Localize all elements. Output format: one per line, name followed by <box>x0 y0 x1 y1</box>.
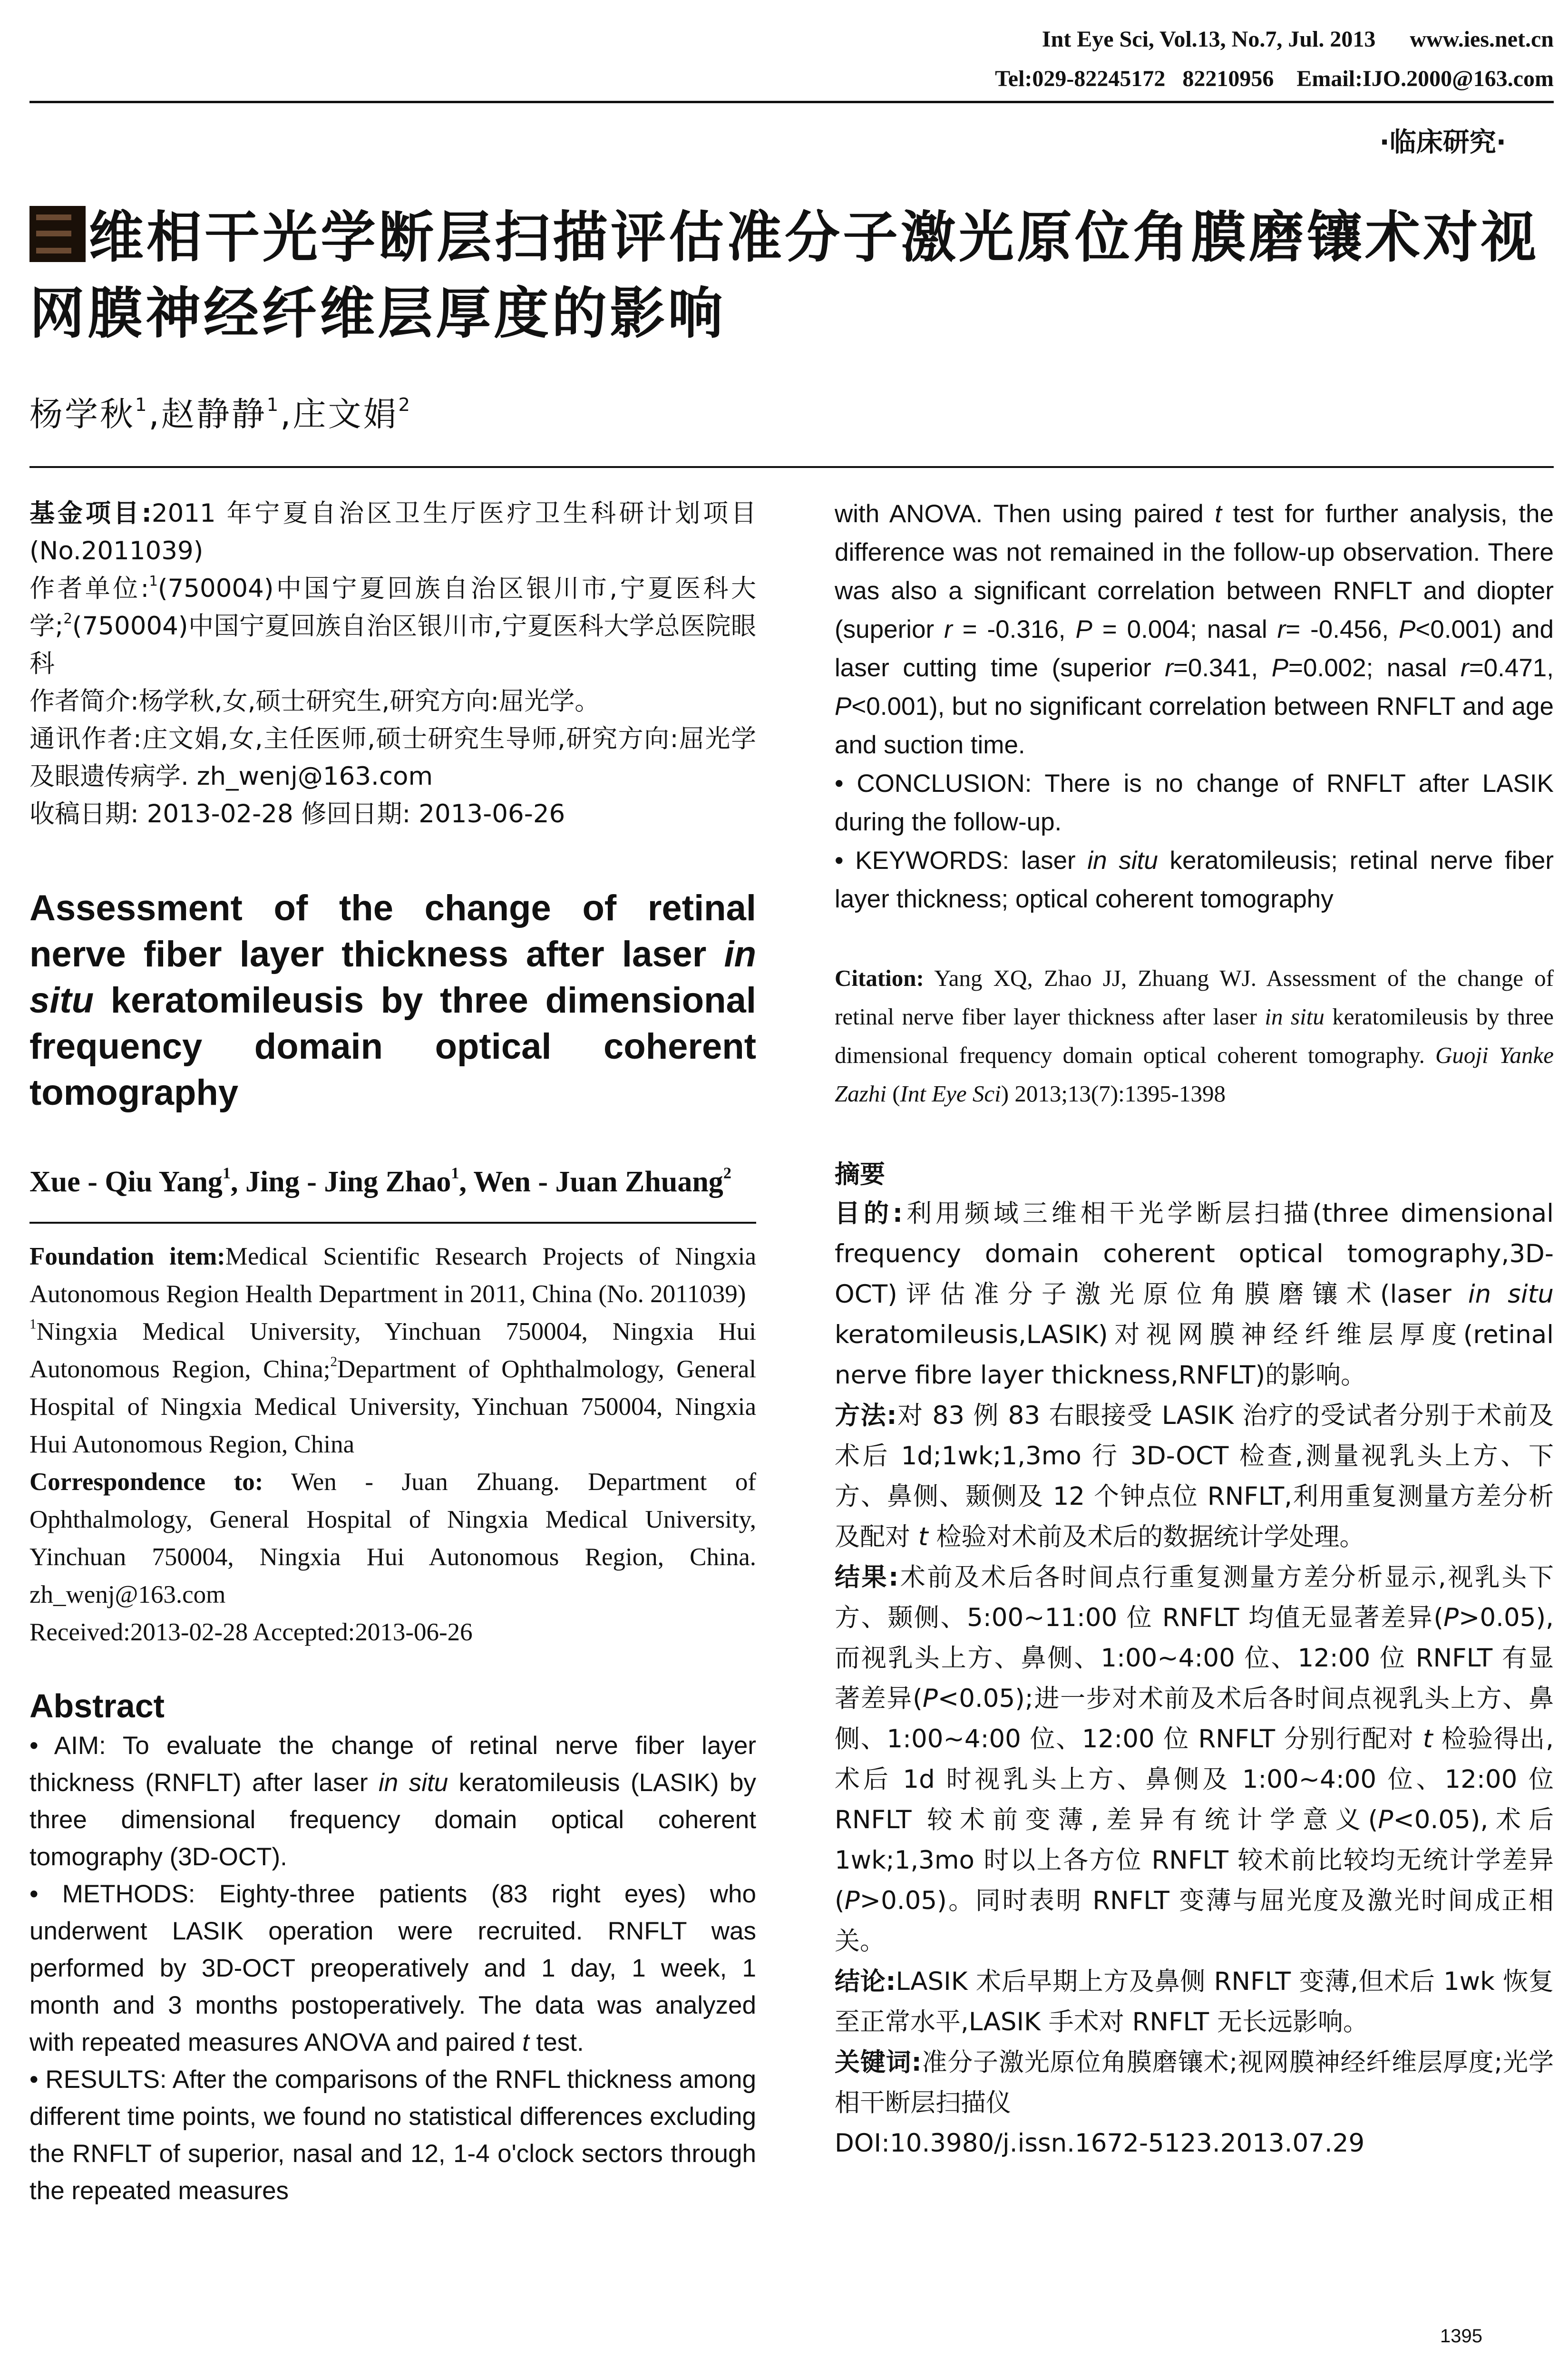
info-en-item <box>29 1313 756 1463</box>
page-number: 1395 <box>1440 2326 1482 2347</box>
italic-text: in situ <box>379 1769 448 1797</box>
zh-aim <box>835 1193 1554 1395</box>
affiliation-marker: 1 <box>222 1164 231 1182</box>
affiliation-marker: 1 <box>266 394 281 416</box>
text-run: 杨学秋 <box>29 395 135 434</box>
text-run: 通讯作者:庄文娟,女,主任医师,硕士研究生导师,研究方向:屈光学及眼遗传病学. zh_wenj@163.com <box>29 724 756 791</box>
article-title-zh <box>29 200 1556 352</box>
info-en-item <box>29 1614 756 1651</box>
info-zh <box>29 495 756 833</box>
italic-text: P <box>1075 615 1092 643</box>
authors-zh <box>29 388 412 436</box>
abstract-heading: Abstract <box>29 1687 165 1724</box>
italic-text: P <box>922 1684 938 1713</box>
affiliation-marker: 2 <box>63 610 72 627</box>
abstract-keywords <box>835 841 1554 918</box>
italic-text: Guoji Yanke Zazhi <box>835 1042 1554 1107</box>
info-zh-item <box>29 570 756 682</box>
authors-rule <box>29 1222 756 1224</box>
text-run: ,庄文娟 <box>280 395 399 434</box>
text-run: keratomileusis by three dimensional frequency domain optical coherent tomography. <box>835 1003 1554 1068</box>
abstract-conclusion <box>835 764 1554 841</box>
italic-text: in situ <box>29 934 756 1021</box>
title-rule <box>29 466 1554 468</box>
text-run: keratomileusis,LASIK)对视网膜神经纤维层厚度(retinal nerve fibre layer thickness,RNFLT)的影响。 <box>835 1320 1554 1390</box>
abstract-results-cont <box>835 495 1554 764</box>
right-column <box>835 495 1554 2163</box>
affiliation-marker: 1 <box>149 573 158 589</box>
italic-text: t <box>1215 500 1222 528</box>
zh-conclusion <box>835 1961 1554 2042</box>
italic-text: P <box>1399 615 1416 643</box>
abstract-results <box>29 2061 756 2210</box>
authors-en <box>29 1161 756 1203</box>
abstract-aim <box>29 1727 756 1876</box>
text-run: <0.001) and laser cutting time (superior <box>835 615 1554 682</box>
label-text: Correspondence to: <box>29 1468 263 1496</box>
title-initial-glyph <box>29 206 86 262</box>
text-run: >0.05),而视乳头上方、鼻侧、1:00~4:00 位、12:00 位 RNFLT 有显著差异( <box>835 1603 1554 1713</box>
journal-info: Int Eye Sci, Vol.13, No.7, Jul. 2013 www.ies.net.cn <box>1042 27 1554 52</box>
text-run: <0.05);进一步对术前及术后各时间点视乳头上方、鼻侧、1:00~4:00 位、12:00 位 RNFLT 分别行配对 <box>835 1684 1554 1754</box>
italic-text: P <box>1443 1603 1459 1632</box>
text-run: , Wen - Juan Zhuang <box>459 1166 723 1198</box>
text-run: keratomileusis by three dimensional frequency domain optical coherent tomography <box>29 980 756 1113</box>
text-run: 收稿日期: 2013-02-28 修回日期: 2013-06-26 <box>29 799 565 828</box>
zh-keywords <box>835 2042 1554 2123</box>
left-column <box>29 495 756 2210</box>
text-run: ( <box>886 1081 900 1107</box>
text-run: =0.471, <box>1469 654 1554 682</box>
text-run: • KEYWORDS: laser <box>835 847 1088 875</box>
italic-text: in situ <box>1468 1280 1554 1309</box>
text-run: Department of Ophthalmology, General Hospital of Ningxia Medical University, Yinchuan 750004, Ningxia Hui Autonomous Region, China <box>29 1355 756 1458</box>
label-text: 结论: <box>835 1967 896 1996</box>
affiliation-marker: 1 <box>135 394 149 416</box>
label-text: 关键词: <box>835 2048 922 2077</box>
label-text: 方法: <box>835 1401 897 1430</box>
text-run: = -0.456, <box>1286 615 1399 643</box>
text-run: • METHODS: Eighty-three patients (83 right eyes) who underwent LASIK operation were recruited. RNFLT was performed by 3D-OCT preoperatively and 1 day, 1 week, 1 month and 3 months postoperatively. The data was analyzed with repeated measures ANOVA and paired <box>29 1880 756 2056</box>
text-run: Ningxia Medical University, Yinchuan 750004, Ningxia Hui Autonomous Region, China; <box>29 1318 756 1383</box>
zh-methods <box>835 1395 1554 1557</box>
label-text: Citation: <box>835 965 924 991</box>
abstract-en-right <box>835 495 1554 918</box>
italic-text: P <box>1378 1805 1393 1834</box>
label-text: 基金项目: <box>29 499 152 528</box>
info-zh-item <box>29 795 756 833</box>
italic-text: r <box>944 615 953 643</box>
text-run: Medical Scientific Research Projects of Ningxia Autonomous Region Health Department in 2011, China (No. 2011039) <box>29 1243 756 1308</box>
label-text: 目的: <box>835 1199 903 1228</box>
text-run: = -0.316, <box>952 615 1076 643</box>
text-run: • RESULTS: After the comparisons of the RNFL thickness among different time points, we found no statistical differences excluding the RNFLT of superior, nasal and 12, 1-4 o'clock sectors through the repeated measures <box>29 2065 756 2205</box>
citation <box>835 959 1554 1113</box>
italic-text: r <box>1165 654 1173 682</box>
affiliation-marker: 1 <box>451 1164 459 1182</box>
info-en-item <box>29 1238 756 1313</box>
text-run: (750004)中国宁夏回族自治区银川市,宁夏医科大学; <box>29 574 756 641</box>
section-label: ·临床研究· <box>1379 127 1506 158</box>
italic-text: t <box>918 1522 928 1551</box>
text-run: 术前及术后各时间点行重复测量方差分析显示,视乳头下方、颞侧、5:00~11:00 位 RNFLT 均值无显著差异( <box>835 1563 1554 1632</box>
text-run: 作者单位: <box>29 574 149 603</box>
italic-text: r <box>1461 654 1469 682</box>
affiliation-marker: 2 <box>398 394 412 416</box>
text-run: • AIM: To evaluate the change of retinal nerve fiber layer thickness (RNFLT) after laser <box>29 1732 756 1797</box>
text-run: Wen - Juan Zhuang. Department of Ophthalmology, General Hospital of Ningxia Medical University, Yinchuan 750004, Ningxia Hui Autonomous Region, China. zh_wenj@163.com <box>29 1468 756 1608</box>
abstract-zh <box>835 1193 1554 2163</box>
text-run: 检验对术前及术后的数据统计学处理。 <box>928 1522 1365 1551</box>
text-run: test. <box>529 2028 584 2056</box>
header-rule <box>29 101 1554 103</box>
text-run: Yang XQ, Zhao JJ, Zhuang WJ. Assessment of the change of retinal nerve fiber layer thickness after laser <box>835 965 1554 1030</box>
italic-text: Int Eye Sci <box>900 1081 1001 1107</box>
text-run: 检验得出,术后 1d 时视乳头上方、鼻侧及 1:00~4:00 位、12:00 位 RNFLT 较术前变薄,差异有统计学意义( <box>835 1724 1554 1834</box>
article-title-en <box>29 885 756 1116</box>
text-run: 作者简介:杨学秋,女,硕士研究生,研究方向:屈光学。 <box>29 687 600 716</box>
text-run: Received:2013-02-28 Accepted:2013-06-26 <box>29 1618 473 1646</box>
text-run: <0.05),术后 1wk;1,3mo 时以上各方位 RNFLT 较术前比较均无统计学差异( <box>835 1805 1554 1915</box>
text-run: = 0.004; nasal <box>1092 615 1277 643</box>
info-zh-item <box>29 495 756 570</box>
italic-text: in situ <box>1087 847 1158 875</box>
italic-text: P <box>1271 654 1289 682</box>
affiliation-marker: 2 <box>330 1354 338 1370</box>
text-run: 准分子激光原位角膜磨镶术;视网膜神经纤维层厚度;光学相干断层扫描仪 <box>835 2048 1554 2117</box>
text-run: test for further analysis, the difference was not remained in the follow-up observation. There was also a significant correlation between RNFLT and diopter (superior <box>835 500 1554 643</box>
italic-text: in situ <box>1265 1003 1325 1030</box>
text-run: keratomileusis (LASIK) by three dimensional frequency domain optical coherent tomography (3D-OCT). <box>29 1769 756 1871</box>
text-run: Xue - Qiu Yang <box>29 1166 223 1198</box>
zh-abstract-heading: 摘要 <box>835 1160 885 1189</box>
text-run: ,赵静静 <box>148 395 267 434</box>
abstract-en-left <box>29 1727 756 2210</box>
info-zh-item <box>29 720 756 795</box>
label-text: 结果: <box>835 1563 899 1592</box>
doi <box>835 2123 1554 2163</box>
italic-text: t <box>1422 1724 1433 1754</box>
text-run: • CONCLUSION: There is no change of RNFLT after LASIK during the follow-up. <box>835 770 1554 836</box>
text-run: =0.341, <box>1173 654 1272 682</box>
affiliation-marker: 1 <box>29 1316 37 1332</box>
text-run: 对 83 例 83 右眼接受 LASIK 治疗的受试者分别于术前及术后 1d;1wk;1,3mo 行 3D-OCT 检查,测量视乳头上方、下方、鼻侧、颞侧及 12 个钟点位 RNFLT,利用重复测量方差分析及配对 <box>835 1401 1554 1551</box>
text-run: Assessment of the change of retinal nerve fiber layer thickness after laser <box>29 888 756 974</box>
text-run: LASIK 术后早期上方及鼻侧 RNFLT 变薄,但术后 1wk 恢复至正常水平,LASIK 手术对 RNFLT 无长远影响。 <box>835 1967 1554 2036</box>
text-run: >0.05)。同时表明 RNFLT 变薄与屈光度及激光时间成正相关。 <box>835 1886 1554 1956</box>
italic-text: r <box>1277 615 1286 643</box>
info-en-item <box>29 1463 756 1614</box>
info-en <box>29 1238 756 1651</box>
text-run: , Jing - Jing Zhao <box>230 1166 451 1198</box>
text-run: with ANOVA. Then using paired <box>835 500 1215 528</box>
italic-text: P <box>844 1886 860 1915</box>
label-text: Foundation item: <box>29 1243 225 1270</box>
text-run: DOI:10.3980/j.issn.1672-5123.2013.07.29 <box>835 2129 1365 2158</box>
abstract-methods <box>29 1876 756 2061</box>
text-run: ) 2013;13(7):1395-1398 <box>1001 1081 1226 1107</box>
italic-text: P <box>835 692 852 721</box>
info-zh-item <box>29 682 756 720</box>
title-rest: 维相干光学断层扫描评估准分子激光原位角膜磨镶术对视网膜神经纤维层厚度的影响 <box>29 205 1539 346</box>
journal-contact: Tel:029-82245172 82210956 Email:IJO.2000@163.com <box>995 66 1554 91</box>
affiliation-marker: 2 <box>723 1164 731 1182</box>
text-run: <0.001), but no significant correlation between RNFLT and age and suction time. <box>835 692 1554 759</box>
text-run: keratomileusis; retinal nerve fiber layer thickness; optical coherent tomography <box>835 847 1554 913</box>
text-run: =0.002; nasal <box>1288 654 1461 682</box>
text-run: 利用频域三维相干光学断层扫描(three dimensional frequency domain coherent optical tomography,3D-OCT)评估准分子激光原位角膜磨镶术(laser <box>835 1199 1554 1309</box>
italic-text: t <box>522 2028 529 2056</box>
text-run: 2011 年宁夏自治区卫生厅医疗卫生科研计划项目(No.2011039) <box>29 499 756 565</box>
zh-results <box>835 1557 1554 1961</box>
text-run: (750004)中国宁夏回族自治区银川市,宁夏医科大学总医院眼科 <box>29 612 756 678</box>
